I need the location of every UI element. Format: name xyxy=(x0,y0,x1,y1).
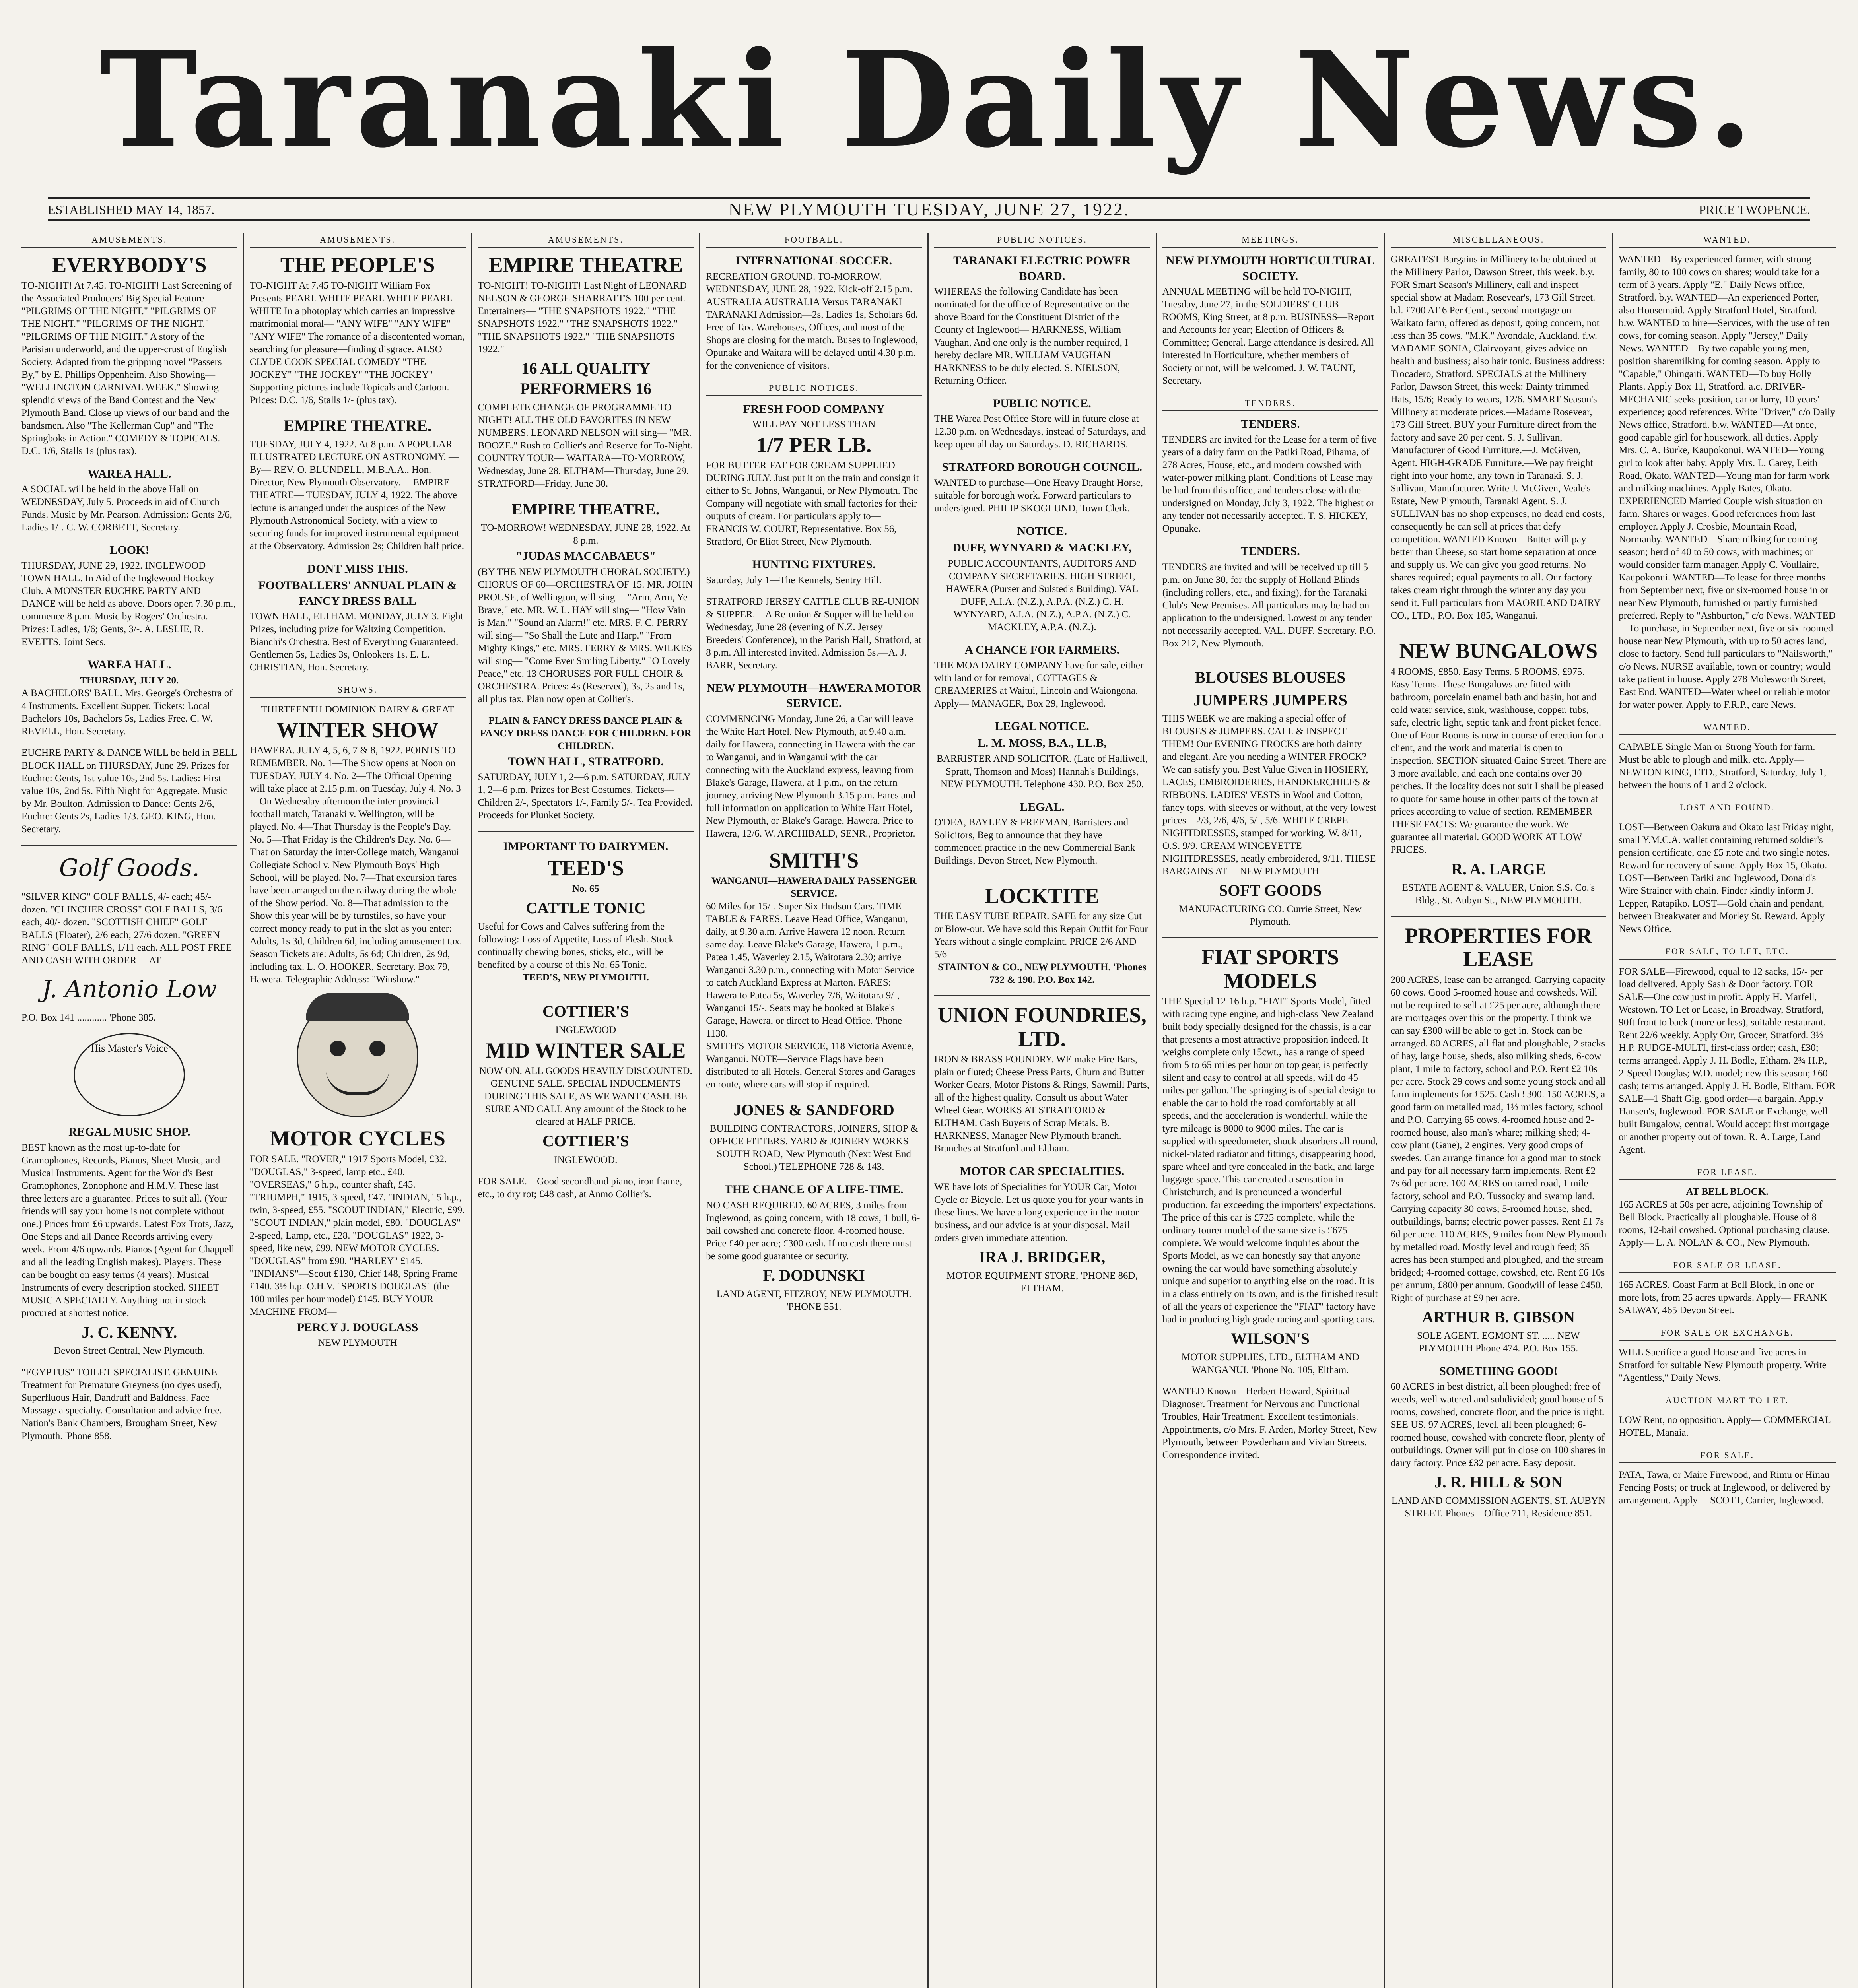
advert-signature: PERCY J. DOUGLASS xyxy=(297,1320,418,1334)
notice-title: STRATFORD BOROUGH COUNCIL. xyxy=(942,460,1143,474)
advert-footballers-ball xyxy=(250,578,466,674)
advert-title: THE PEOPLE'S xyxy=(280,253,435,277)
mouth-shape xyxy=(326,1068,389,1095)
notice-body: TENDERS are invited and will be received up till 5 p.m. on June 30, for the supply of Holland Blinds (including rollers, etc., and fixing), for the Taranaki Club's New Premises. All particulars may be had on application to the undersigned. Lowest or any tender not necessarily accepted. VAL. DUFF, Secretary. P.O. Box 212, New Plymouth. xyxy=(1162,561,1376,649)
advert-body: NO CASH REQUIRED. 60 ACRES, 3 miles from Inglewood, as going concern, with 18 cows, 1 bull, 6-bail cowshed and concrete floor, 4-roomed house. Price £40 per acre; £300 cash. If no cash there must be some good guarantee or security. xyxy=(706,1200,920,1262)
advert-piano-sale xyxy=(478,1175,694,1201)
advert-properties-lease xyxy=(1391,924,1607,1355)
advert-signature: J. C. KENNY. xyxy=(82,1323,177,1341)
advert-date: TO-MORROW! WEDNESDAY, JUNE 28, 1922. At 8 p.m. xyxy=(481,522,691,546)
advert-motor-cycles xyxy=(250,1127,466,1349)
advert-title: BLOUSES BLOUSES xyxy=(1195,668,1346,686)
advert-address: STAINTON & CO., NEW PLYMOUTH. 'Phones 732 & 190. P.O. Box 142. xyxy=(938,962,1147,986)
advert-title: LOCKTITE xyxy=(985,884,1100,908)
advert-jones-sandford xyxy=(706,1100,922,1173)
advert-jersey-club xyxy=(706,596,922,672)
advert-body: "SILVER KING" GOLF BALLS, 4/- each; 45/- dozen. "CLINCHER CROSS" GOLF BALLS, 3/6 each, 40/- dozen. "SCOTTISH CHIEF" GOLF BALLS (Floater), 2/6 each; 27/6 dozen. "GREEN RING" GOLF BALLS, 1/11 each. ALL POST FREE AND CASH WITH ORDER —AT— xyxy=(21,891,232,966)
masthead-title: Taranaki Daily News. xyxy=(99,22,1759,177)
eye-shape xyxy=(330,1041,346,1056)
column-4 xyxy=(700,233,929,1988)
columns xyxy=(16,233,1841,1988)
advert-sale-or-lease xyxy=(1619,1258,1836,1317)
section-heading: FOR LEASE. xyxy=(1619,1165,1836,1180)
advert-address: MOTOR EQUIPMENT STORE, 'PHONE 86D, ELTHAM. xyxy=(946,1270,1138,1294)
advert-winter-show xyxy=(250,703,466,986)
advert-body: THE EASY TUBE REPAIR. SAFE for any size Cut or Blow-out. We have sold this Repair Outfit for Four Years without a single complaint. PRICE 2/6 AND 5/6 xyxy=(934,911,1148,960)
advert-address: MOTOR SUPPLIES, LTD., ELTHAM AND WANGANUI. 'Phone No. 105, Eltham. xyxy=(1181,1352,1359,1376)
firm-name: L. M. MOSS, B.A., LL.B, xyxy=(977,736,1107,750)
his-masters-voice-logo xyxy=(74,1033,185,1116)
notice-farmers xyxy=(934,643,1150,710)
issue-date: NEW PLYMOUTH TUESDAY, JUNE 27, 1922. xyxy=(728,199,1130,219)
advert-price: 1/7 PER LB. xyxy=(756,433,872,457)
notice-title: TENDERS. xyxy=(1240,545,1300,558)
advert-chance-lifetime xyxy=(706,1182,922,1313)
advert-title: NEW PLYMOUTH—HAWERA MOTOR SERVICE. xyxy=(706,681,921,710)
advert-auction-mart xyxy=(1619,1393,1836,1439)
advert-body: TOWN HALL, ELTHAM. MONDAY, JULY 3. Eight Prizes, including prize for Waltzing Competition. Bianchi's Orchestra. Best of Everything Guaranteed. Gentlemen 5s, Ladies 3s, Onlookers 1s. E. L. CHRISTIAN, Hon. Secretary. xyxy=(249,611,463,673)
advert-regal-music xyxy=(21,1124,237,1357)
advert-warea-social xyxy=(21,466,237,534)
advert-body: WILL Sacrifice a good House and five acres in Stratford for suitable New Plymouth property. Write "Agentless," Daily News. xyxy=(1619,1347,1827,1384)
advert-signature: ARTHUR B. GIBSON xyxy=(1422,1308,1575,1326)
advert-subtitle: "JUDAS MACCABAEUS" xyxy=(515,549,656,563)
advert-title: SOMETHING GOOD! xyxy=(1439,1364,1558,1378)
advert-something-good xyxy=(1391,1364,1607,1520)
notice-stratford-council xyxy=(934,460,1150,514)
advert-body: SATURDAY, JULY 1, 2—6 p.m. SATURDAY, JULY 1, 2—6 p.m. Prizes for Best Costumes. Tickets— Children 2/-, Spectators 1/-, Family 5/-. Tea Provided. Proceeds for Plunket Society. xyxy=(478,771,693,821)
advert-signature: COTTIER'S xyxy=(542,1132,629,1150)
notice-tender-lease xyxy=(1162,417,1378,535)
advert-motor-car xyxy=(934,1164,1150,1295)
column-1 xyxy=(16,233,244,1988)
notice-horticultural xyxy=(1162,253,1378,387)
advert-sale-or-exchange xyxy=(1619,1326,1836,1384)
section-heading: LOST AND FOUND. xyxy=(1619,800,1836,815)
advert-body: FOR BUTTER-FAT FOR CREAM SUPPLIED DURING JULY. Just put it on the train and consign it either to St. Johns, Wanganui, or New Plymouth. The Company will negotiate with small factories for their outputs of cream. For particulars apply to— FRANCIS W. COURT, Representative. Box 56, Stratford, Or Eliot Street, New Plymouth. xyxy=(706,460,919,547)
advert-title: REGAL MUSIC SHOP. xyxy=(68,1125,190,1139)
classifieds-body: FOR SALE—Firewood, equal to 12 sacks, 15/- per load delivered. Apply Sash & Door factory. FOR SALE—One cow just in profit. Apply H. Marfell, Westown. TO Let or Lease, in Broadway, Stratford, 90ft front to back (more or less), suitable restaurant. Rent 22/6 weekly. Apply Orr, Grocer, Stratford. 3½ H.P. RUDGE-MULTI, first-class order; cash, £30; terms arranged. Apply J. H. Bodle, Eltham. 2¾ H.P., 2-Speed Douglas; W.D. model; new this season; £60 cash; terms arranged. Apply J. H. Bodle, Eltham. FOR SALE—1 Shaft Gig, good order—a bargain. Apply Hansen's, Inglewood. FOR SALE or Exchange, well built Bungalow, central. Would accept first mortgage or another property out of town. R. A. Large, Land Agent. xyxy=(1619,966,1836,1155)
advert-body: COMPLETE CHANGE OF PROGRAMME TO-NIGHT! ALL THE OLD FAVORITES IN NEW NUMBERS. LEONARD NELSON will sing— "MR. BOOZE." Rush to Collier's and Reserve for To-Night. COUNTRY TOUR— WAITARA—TO-MORROW, Wednesday, June 28. ELTHAM—Thursday, June 29. STRATFORD—Friday, June 30. xyxy=(478,402,693,489)
advert-address: NEW PLYMOUTH xyxy=(318,1338,397,1349)
section-heading: FOR SALE, TO LET, ETC. xyxy=(1619,944,1836,959)
column-5 xyxy=(929,233,1157,1988)
divider xyxy=(934,876,1150,877)
advert-title: TOWN HALL, STRATFORD. xyxy=(507,755,664,768)
advert-title: FIAT SPORTS MODELS xyxy=(1201,945,1339,993)
notice-title: TENDERS. xyxy=(1240,417,1300,431)
advert-title: MOTOR CYCLES xyxy=(270,1126,445,1151)
column-heading: AMUSEMENTS. xyxy=(21,233,237,248)
advert-body: Saturday, July 1—The Kennels, Sentry Hill. xyxy=(706,575,882,586)
advert-peoples xyxy=(250,253,466,406)
advert-warea-ball xyxy=(21,657,237,738)
advert-soccer xyxy=(706,253,922,372)
notice-body: THE MOA DAIRY COMPANY have for sale, either with land or for removal, COTTAGES & CREAMERIES at Waitui, Lincoln and Waiongona. Apply— MANAGER, Box 29, Inglewood. xyxy=(934,660,1144,709)
advert-pretitle: THIRTEENTH DOMINION DAIRY & GREAT xyxy=(261,704,454,715)
notice-body: WHEREAS the following Candidate has been nominated for the office of Representative on the above Board for the Constituent District of the County of Inglewood— HARKNESS, William Vaughan, And one only is the number required, I hereby declare MR. WILLIAM VAUGHAN HARKNESS to be duly elected. S. NIELSON, Returning Officer. xyxy=(934,286,1130,386)
notice-body: O'DEA, BAYLEY & FREEMAN, Barristers and Solicitors, Beg to announce that they have commenced practice in the new Commercial Bank Buildings, Devon Street, New Plymouth. xyxy=(934,817,1135,866)
advert-hunting xyxy=(706,557,922,586)
advert-body: 200 ACRES, lease can be arranged. Carrying capacity 60 cows. Good 5-roomed house and cowsheds. Will not be required to sell at £25 per acre, although there are mortgages over this on the property. I think we can say £300 will be able to get in. Stock can be arranged. 80 ACRES, all flat and ploughable, 2 stacks of hay, large house, sheds, also milking sheds, 6-cow plant, 1 mile to factory, school and P.O. Rent £2 10s per acre. Stock 29 cows and some young stock and all farm implements for £525. Cash £300. 150 ACRES, a good farm on metalled road, 1½ miles factory, school and P.O. Carrying 65 cows. 4-roomed house and 2-roomed house, also man's whare; milking shed; 4-cow plant (Gane), 2 engines. Very good crops of swedes. Can arrange finance for a good man to stock and pay for all necessary farm implements. Rent £2 7s 6d per acre. 100 ACRES on tarred road, 1 mile factory, school and P.O. Tussocky and swamp land. Carrying capacity 30 cows; 5-roomed house, shed, outbuildings, barns; electric power passes. Rent £1 7s 6d per acre. 110 ACRES, 9 miles from New Plymouth by metalled road. Mostly level and rough feed; 35 acres has been stumped and ploughed, and the stream bridged; 4-roomed cottage, cowshed, etc. Rent £6 10s per annum, £800 per annum. Goodwill of lease £450. Right of purchase at £9 per acre. xyxy=(1390,974,1607,1303)
notice-body: WANTED to purchase—One Heavy Draught Horse, suitable for borough work. Forward particulars to undersigned. PHILIP SKOGLUND, Town Clerk. xyxy=(934,477,1143,514)
column-heading: MISCELLANEOUS. xyxy=(1391,233,1607,248)
advert-signature: R. A. LARGE xyxy=(1451,860,1546,878)
advert-title: JONES & SANDFORD xyxy=(733,1101,894,1119)
advert-subtitle: WILL PAY NOT LESS THAN xyxy=(752,419,876,430)
advert-body: STRATFORD JERSEY CATTLE CLUB RE-UNION & SUPPER.—A Re-union & Supper will be held on Wednesday, June 28 (evening of N.Z. Jersey Breeders' Conference), in the Parish Hall, Stratford, at 8 p.m. All interested invited. Admission 5s.—A. J. BARR, Secretary. xyxy=(706,596,922,671)
classifieds-body: WANTED—By experienced farmer, with strong family, 80 to 100 cows on shares; would take for a term of 3 years. Apply "E," Daily News office, Stratford. b.y. WANTED—An experienced Porter, also Housemaid. Apply Stratford Hotel, Stratford. b.w. WANTED to hire—Services, with the use of ten cows, for coming season. Apply "Jersey," Daily News. WANTED—By two capable young men, position sharemilking for coming season. Apply to "Capable," Ohingaiti. WANTED—To buy Holly Plants. Apply Box 11, Stratford. a.c. DRIVER-MECHANIC seeks position, car or lorry, 10 years' experience; good references. Write "Driver," c/o Daily News office, Stratford. b.w. WANTED—At once, good capable girl for housework, all duties. Apply Mrs. C. A. Burke, Kaupokonui. WANTED—Young girl to look after baby. Apply Mrs. L. Carey, Leith Road, Okato. WANTED—Young man for farm work and milking machines. Apply Bates, Okato. EXPERIENCED Married Couple wish situation on farm. Shares or wages. Good references from last employer. Apply J. Crosbie, Mountain Road, Normanby. WANTED—Sharemilking for coming season; herd of 40 to 50 cows, with machines; or would consider farm manager. Apply C. Voullaire, Kaupokonui. WANTED—To lease for three months from September next, five or six-roomed house in or near New Plymouth, furnished or partly furnished preferred. Reply to "Ashburton," c/o News. WANTED—To purchase, in September next, five or six-roomed house near New Plymouth, with up to 50 acres land, close to factory. Send full particulars to "Nailsworth," c/o News. NURSE available, town or country; would take patient in house. Apply 278 Molesworth Street, East End. WANTED—Water wheel or reliable motor for water power. Apply to F.R.P., care News. xyxy=(1619,254,1836,711)
advert-fiat xyxy=(1162,945,1378,1376)
advert-body: A SOCIAL will be held in the above Hall on WEDNESDAY, July 5. Proceeds in aid of Church Funds. Music by Mr. Pearson. Admission: Gents 2/6, Ladies 1/-. C. W. CORBETT, Secretary. xyxy=(21,483,232,533)
advert-body: TO-NIGHT At 7.45 TO-NIGHT William Fox Presents PEARL WHITE PEARL WHITE PEARL WHITE In a photoplay which carries an impressive matrimonial moral— "ANY WIFE" "ANY WIFE" "ANY WIFE" The romance of a discontented woman, searching for pleasure—finding disgrace. ALSO CLYDE COOK SPECIAL COMEDY "THE JOCKEY" "THE JOCKEY" "THE JOCKEY" Supporting pictures include Topicals and Cartoon. Prices: D.C. 1/6, Stalls 1/- (plus tax). xyxy=(249,280,465,406)
dateline-bar xyxy=(48,197,1810,221)
advert-title: SMITH'S xyxy=(769,848,859,872)
classifieds-lost-found xyxy=(1619,800,1836,936)
advert-title: HUNTING FIXTURES. xyxy=(752,558,876,571)
established-date: ESTABLISHED MAY 14, 1857. xyxy=(48,202,215,217)
column-7 xyxy=(1385,233,1613,1988)
notice-title: A CHANCE FOR FARMERS. xyxy=(964,643,1120,656)
advert-title: FOOTBALLERS' ANNUAL PLAIN & FANCY DRESS BALL xyxy=(258,579,457,608)
advert-number: No. 65 xyxy=(572,883,599,894)
advert-subtitle: 16 ALL QUALITY PERFORMERS 16 xyxy=(520,359,651,398)
column-8 xyxy=(1613,233,1841,1988)
section-heading: PUBLIC NOTICES. xyxy=(706,381,922,396)
logo-text: His Master's Voice xyxy=(91,1043,168,1054)
advert-signature: IRA J. BRIDGER, xyxy=(979,1248,1106,1266)
notice-legal-moss xyxy=(934,719,1150,791)
section-heading: TENDERS. xyxy=(1162,396,1378,411)
advert-address: TEED'S, NEW PLYMOUTH. xyxy=(522,972,649,983)
column-heading: WANTED. xyxy=(1619,233,1836,248)
notice-power-board xyxy=(934,253,1150,387)
advert-body: EUCHRE PARTY & DANCE WILL be held in BELL BLOCK HALL on THURSDAY, June 29. Prizes for Euchre: Gents, 1st value 10s, 2nd 5s. Ladies: First value 10s, 2nd 5s. Fifth Night for Aggregate. Music by Mr. Boulton. Admission to Dance: Gents 2/6, Euchre: Gents 2s, Ladies 1/3. GEO. KING, Hon. Secretary. xyxy=(21,747,237,835)
column-6 xyxy=(1157,233,1385,1988)
advert-locktite xyxy=(934,884,1150,986)
advert-childrens-dance xyxy=(478,714,694,822)
advert-body: COMMENCING Monday, June 26, a Car will leave the White Hart Hotel, New Plymouth, at 9.40 a.m. daily for Hawera, connecting in Hawera with the car to Wanganui, and in Wanganui with the car connecting with the Auckland express, leaving from Blake's Garage, Hawera, at 1 p.m., on the return journey, arriving New Plymouth 3.15 p.m. Fares and full information on application to White Hart Hotel, New Plymouth, or Blake's Garage, Hawera. Price to Hawera, 12/6. W. ARCHIBALD, SENR., Proprietor. xyxy=(706,713,916,839)
section-heading: FOR SALE OR LEASE. xyxy=(1619,1258,1836,1273)
advert-body: PATA, Tawa, or Maire Firewood, and Rimu or Hinau Fencing Posts; or truck at Inglewood, or delivered by arrangement. Apply— SCOTT, Carrier, Inglewood. xyxy=(1619,1470,1831,1506)
divider xyxy=(934,995,1150,996)
advert-title: NEW BUNGALOWS xyxy=(1399,639,1598,663)
classifieds-miscellaneous xyxy=(1391,253,1607,622)
divider xyxy=(478,993,694,994)
section-label: DONT MISS THIS. xyxy=(307,562,408,575)
advert-subtitle: PLAIN & FANCY DRESS DANCE PLAIN & FANCY DRESS DANCE FOR CHILDREN. FOR CHILDREN. xyxy=(480,715,692,751)
divider xyxy=(478,831,694,832)
eye-shape xyxy=(369,1041,385,1056)
laughing-face-illustration xyxy=(297,996,418,1117)
advert-hawera-motor xyxy=(706,681,922,840)
advert-body: RECREATION GROUND. TO-MORROW. WEDNESDAY, JUNE 28, 1922. Kick-off 2.15 p.m. AUSTRALIA AUSTRALIA Versus TARANAKI TARANAKI Admission—2s, Ladies 1s, Scholars 6d. Free of Tax. Warehouses, Offices, and most of the Shops are closing for the match. Buses to Inglewood, Opunake and Waitara will be delayed until 4.30 p.m. for the convenience of visitors. xyxy=(706,271,918,371)
notice-duff-wynyard xyxy=(934,524,1150,634)
advert-pretitle: IMPORTANT TO DAIRYMEN. xyxy=(503,839,669,853)
advert-title: WAREA HALL. xyxy=(87,658,171,672)
advert-address: ESTATE AGENT & VALUER, Union S.S. Co.'s Bldg., St. Aubyn St., NEW PLYMOUTH. xyxy=(1402,882,1595,906)
column-heading: AMUSEMENTS. xyxy=(250,233,466,248)
advert-smiths-service xyxy=(706,849,922,1091)
advert-address: Devon Street Central, New Plymouth. xyxy=(54,1345,205,1356)
divider xyxy=(1162,937,1378,938)
advert-subtitle: WANGANUI—HAWERA DAILY PASSENGER SERVICE. xyxy=(711,876,917,899)
advert-subtitle: CATTLE TONIC xyxy=(526,899,646,917)
divider xyxy=(1162,659,1378,660)
column-heading: MEETINGS. xyxy=(1162,233,1378,248)
advert-blouses xyxy=(1162,667,1378,929)
divider xyxy=(1391,916,1607,917)
column-2 xyxy=(244,233,472,1988)
advert-empire-snapshots xyxy=(478,253,694,490)
advert-body: WE have lots of Specialities for YOUR Car, Motor Cycle or Bicycle. Let us quote you for your wants in these lines. We have a long experience in the motor business, and our advice is at your disposal. Mail orders given immediate attention. xyxy=(934,1181,1143,1243)
advert-union-foundries xyxy=(934,1004,1150,1155)
advert-body: "EGYPTUS" TOILET SPECIALIST. GENUINE Treatment for Premature Greyness (no dyes used), Superfluous Hair, Dandruff and Baldness. Face Massage a specialty. Consultation and advice free. Nation's Bank Chambers, Brougham Street, New Plymouth. 'Phone 858. xyxy=(21,1367,222,1441)
section-heading: FOR SALE OR EXCHANGE. xyxy=(1619,1326,1836,1341)
advert-body: 60 ACRES in best district, all been ploughed; free of weeds, well watered and subdivided; good house of 5 rooms, cowshed, concrete floor, and the price is right. SEE US. 97 ACRES, level, all been ploughed; 6-roomed house, cowshed with concrete floor, plenty of outbuildings. Owner will put in close on 100 shares in dairy factory. Price £32 per acre. Easy deposit. xyxy=(1390,1381,1606,1469)
advert-title: MOTOR CAR SPECIALITIES. xyxy=(960,1165,1125,1178)
notice-title: PUBLIC NOTICE. xyxy=(993,396,1091,410)
advert-title: Golf Goods. xyxy=(59,854,200,882)
advert-body: NOW ON. ALL GOODS HEAVILY DISCOUNTED. GENUINE SALE. SPECIAL INDUCEMENTS DURING THIS SALE, AS WE WANT CASH. BE SURE AND CALL Any amount of the Stock to be cleared at HALF PRICE. xyxy=(479,1066,692,1128)
advert-signature: F. DODUNSKI xyxy=(763,1266,865,1284)
advert-title: WINTER SHOW xyxy=(276,718,439,742)
advert-address: LAND AND COMMISSION AGENTS, ST. AUBYN STREET. Phones—Office 711, Residence 851. xyxy=(1391,1495,1605,1519)
advert-title: TEED'S xyxy=(547,856,624,880)
advert-title: EMPIRE THEATRE xyxy=(488,253,683,277)
advert-everybodys xyxy=(21,253,237,457)
classifieds-wanted xyxy=(1619,253,1836,711)
firm-name: DUFF, WYNYARD & MACKLEY, xyxy=(952,541,1132,555)
advert-body: FOR SALE. "ROVER," 1917 Sports Model, £32. "DOUGLAS," 3-speed, lamp etc., £40. "OVERSEAS," 6 h.p., counter shaft, £45. "TRIUMPH," 1915, 3-speed, £47. "INDIAN," 5 h.p., twin, 3-speed, £55. "SCOUT INDIAN," Electric, £99. "SCOUT INDIAN," plain model, £80. "DOUGLAS" 2-speed, Lamp, etc., £28. "DOUGLAS" 1922, 3-speed, like new, £99. NEW MOTOR CYCLES. "DOUGLAS" from £90. "HARLEY" £145. "INDIANS"—Scout £130, Chief 148, Spring Frame £140. 3½ h.p. O.H.V. "SPORTS DOUGLAS" (the 100 miles per hour model) £145. BUY YOUR MACHINE FROM— xyxy=(249,1153,465,1317)
column-3 xyxy=(472,233,701,1988)
advert-herbert-howard xyxy=(1162,1385,1378,1462)
advert-bell-block-lease xyxy=(1619,1165,1836,1249)
advert-title: FRESH FOOD COMPANY xyxy=(743,402,885,415)
advert-body: CAPABLE Single Man or Strong Youth for farm. Must be able to plough and milk, etc. Apply— NEWTON KING, LTD., Stratford, Saturday, July 1, between the hours of 1 and 2 o'clock. xyxy=(1619,742,1827,791)
advert-body: A BACHELORS' BALL. Mrs. George's Orchestra of 4 Instruments. Excellent Supper. Tickets: Local Bachelors 10s, Bachelors 5s, Ladies Free. C. W. REVELL, Hon. Secretary. xyxy=(21,687,233,737)
classifieds-body: LOST—Between Oakura and Okato last Friday night, small Y.M.C.A. wallet containing returned soldier's pension certificate, one £5 note and two single notes. Reward for recovery of same. Apply Box 15, Okato. LOST—Between Tariki and Inglewood, Donald's Wire Strainer with chain. Finder kindly inform J. Lepper, Ratapiko. LOST—Gold chain and pendant, between Breakwater and Morley St. Reward. Apply News Office. xyxy=(1619,822,1834,935)
advert-body: BEST known as the most up-to-date for Gramophones, Records, Pianos, Sheet Music, and Musical Instruments. Agent for the World's Best Gramophones, Zonophone and H.M.V. These last three letters are a guarantee. Prices to suit all. (Your friends will say your home is not complete without one.) Prices from £6 upwards. Latest Fox Trots, Jazz, One Steps and all Dance Records arriving every week. From 4/6 upwards. Pianos (Agent for Chappell and all the leading English makes). Players. These can be bought on easy terms (4 years). Musical Instruments of every description stocked. SHEET MUSIC A SPECIALTY. Anything not in stock procured at shortest notice. xyxy=(21,1142,235,1318)
advert-body: 165 ACRES, Coast Farm at Bell Block, in one or more lots, from 25 acres upwards. Apply— FRANK SALWAY, 465 Devon Street. xyxy=(1619,1279,1827,1316)
advert-title: EVERYBODY'S xyxy=(52,253,207,277)
advert-body: Useful for Cows and Calves suffering from the following: Loss of Appetite, Loss of Flesh. Stock continually chewing bones, sticks, etc., will be benefited by a course of this No. 65 Tonic. xyxy=(478,921,674,970)
advert-body: 4 ROOMS, £850. Easy Terms. 5 ROOMS, £975. Easy Terms. These Bungalows are fitted with bathroom, porcelain enamel bath and basin, hot and cold water service, sink, washhouse, copper, tubs, safe, electric light, septic tank and front picket fence. One of Four Rooms is now in course of erection for a client, and the work and material is open to inspection. SECTION situated Gaine Street. There are 3 more available, and each one contains over 30 perches. If the locality does not suit I shall be pleased to quote for same house in other parts of the town at prices according to value of section. REMEMBER THESE FACTS: We guarantee the work. We guarantee all material. GOOD WORK AT LOW PRICES. xyxy=(1390,666,1606,855)
advert-firewood xyxy=(1619,1448,1836,1507)
advert-body: IRON & BRASS FOUNDRY. WE make Fire Bars, plain or fluted; Cheese Press Parts, Churn and Butter Worker Gears, Motor Pistons & Rings, Sawmill Parts, all of the highest quality. Consult us about Water Wheel Gear. WORKS AT STRATFORD & ELTHAM. Cash Buyers of Scrap Metals. B. HARKNESS, Manager New Plymouth branch. Branches at Stratford and Eltham. xyxy=(934,1054,1150,1154)
notice-title: NEW PLYMOUTH HORTICULTURAL SOCIETY. xyxy=(1166,254,1375,283)
classifieds-body: GREATEST Bargains in Millinery to be obtained at the Millinery Parlor, Dawson Street, this week. b.y. FOR Smart Season's Millinery, call and inspect special show at Madam Rosevear's, 173 Gill Street. b.l. £700 AT 6 Per Cent., second mortgage on Waikato farm, offered as deposit, going concern, not less than 35 cows. "M.K." Avondale, Auckland. f.w. MADAME SONIA, Clairvoyant, gives advice on health and business; also hair tonic. Business address: Trocadero, Stratford. SPECIALS at the Millinery Parlor, Dawson Street, this week: Dainty trimmed Hats, 15/6; Ready-to-wears, 12/6. SMART Season's Millinery at moderate prices.—Madame Rosevear, 173 Gill Street. BUY your Furniture direct from the factory and save 20 per cent. S. J. Sullivan, Manufacturer of Good Furniture.—J. McGiven, Agent. HIGH-GRADE Furniture.—We pay freight right into your home, any town in Taranaki. S. J. Sullivan, Manufacturer. Write J. McGiven, Veale's Estate, New Plymouth, Taranaki Agent. S. J. SULLIVAN has no shop expenses, no dead end costs, consequently he can sell at prices that defy competition. WANTED Known—Butter will pay better than Cheese, so start home separation at once and supply us. We can give you good returns. No shares required; equal payments to all. Our factory takes cream right through the winter any day you send it. Full particulars from MAORILAND DAIRY CO., LTD., P.O. Box 185, Wanganui. xyxy=(1390,254,1605,621)
notice-body: BARRISTER AND SOLICITOR. (Late of Halliwell, Spratt, Thomson and Moss) Hannah's Buildings, NEW PLYMOUTH. Telephone 430. P.O. Box 250. xyxy=(937,753,1148,790)
advert-title-2: JUMPERS JUMPERS xyxy=(1193,691,1348,709)
advert-judas-maccabaeus xyxy=(478,499,694,706)
advert-headline: MID WINTER SALE xyxy=(486,1039,686,1063)
advert-look-euchre xyxy=(21,543,237,648)
advert-address: INGLEWOOD. xyxy=(554,1154,618,1165)
notice-legal-odea xyxy=(934,800,1150,867)
advert-address: LAND AGENT, FITZROY, NEW PLYMOUTH. 'PHONE 551. xyxy=(716,1288,912,1312)
advert-title: EMPIRE THEATRE. xyxy=(511,500,660,518)
advert-body: HAWERA. JULY 4, 5, 6, 7 & 8, 1922. POINTS TO REMEMBER. No. 1—The Show opens at Noon on TUESDAY, JULY 4. No. 2—The Official Opening will take place at 2.15 p.m. on Tuesday, July 4. No. 3—On Wednesday afternoon the inter-provincial football match, Taranaki v. Wellington, will be played. No. 4—That Thursday is the People's Day. No. 5—That Friday is the Children's Day. No. 6—That on Saturday the inter-College match, Wanganui Collegiate School v. New Plymouth Boys' High School, will be played. No. 7—That excursion fares have been arranged on the railway during the whole of the Show period. No. 8—That admission to the Show this year will be by turnstiles, so have your correct money ready to put in the slot as you enter: Adults, 1s 3d, Children 6d, including amusement tax. Season Tickets are: Adults, 5s 6d; Children, 2s 9d, including tax. L. O. HOOKER, Secretary. Box 79, Hawera. Telegraphic Address: "Winshow." xyxy=(249,745,462,985)
advert-signature: SOFT GOODS xyxy=(1219,881,1322,900)
advert-body: WANTED Known—Herbert Howard, Spiritual Diagnoser. Treatment for Nervous and Functional Troubles, Hair Treatment. Excellent testimonials. Appointments, c/o Mrs. F. Arden, Morley Street, New Plymouth, between Powderham and Vivian Streets. Correspondence invited. xyxy=(1162,1386,1377,1461)
advert-subtitle: AT BELL BLOCK. xyxy=(1686,1186,1769,1197)
advert-title: COTTIER'S xyxy=(542,1002,629,1020)
notice-title: NOTICE. xyxy=(1017,524,1067,538)
advert-body: THE Special 12-16 h.p. "FIAT" Sports Model, fitted with racing type engine, and high-class New Zealand built body specially designed for the chassis, is a car that presents a most attractive proposition indeed. It weighs complete only 15cwt., has a range of speed from 5 to 65 miles per hour on top gear, is perfectly silent and easy to control at all speeds, will do 45 miles per gallon. The springing is of special design to enable the car to hold the road comfortably at all speeds, and the acceleration is wonderful, while the tyre mileage is 8000 to 9000 miles. The car is supplied with speedometer, shock absorbers all round, nickel-plated radiator and fittings, disappearing hood, spare wheel and tyre concealed in the back, and large luggage space. This car created a sensation in Christchurch, and is pronounced a wonderful production, far exceeding the importers' expectations. The price of this car is £725 complete, while the ordinary tourer model of the same size is £675 complete. We would welcome inquiries about the Sports Model, as we can honestly say that anyone owning the car would have something absolutely unique and superior to anything else on the road. It is in a class entirely on its own, and is the finished result of all the years of experience the "FIAT" factory have had in producing high grade racing and sporting cars. xyxy=(1162,996,1378,1325)
advert-body: (BY THE NEW PLYMOUTH CHORAL SOCIETY.) CHORUS OF 60—ORCHESTRA OF 15. MR. JOHN PROUSE, of Wellington, will sing— "Arm, Arm, Ye Brave," etc. MR. W. L. HAY will sing— "How Vain is Man." "Sound an Alarm!" etc. MRS. F. C. PERRY will sing— "So Shall the Lute and Harp." "From Mighty Kings," etc. MRS. FERRY & MRS. WILKES will sing— "Come Ever Smiling Liberty." "O Lovely Peace," etc. 13 CHORUSES FOR FULL CHOIR & ORCHESTRA. Prices: 4s (Reserved), 3s, 2s and 1s, all plus tax. Plan now open at Collier's. xyxy=(478,566,693,705)
advert-body-2: SMITH'S MOTOR SERVICE, 118 Victoria Avenue, Wanganui. NOTE—Service Flags have been distributed to all Hotels, General Stores and Garages en route, where cars will stop if required. xyxy=(706,1041,915,1090)
advert-golf-goods xyxy=(21,853,237,1025)
notice-title: LEGAL. xyxy=(1020,800,1065,813)
advert-title: THE CHANCE OF A LIFE-TIME. xyxy=(724,1183,904,1196)
advert-body: 165 ACRES at 50s per acre, adjoining Township of Bell Block. Practically all ploughable. House of 8 rooms, 12-bail cowshed. Optional purchasing clause. Apply— L. A. NOLAN & CO., New Plymouth. xyxy=(1619,1199,1830,1248)
advert-address: P.O. Box 141 ............ 'Phone 385. xyxy=(21,1012,156,1023)
advert-signature: WILSON'S xyxy=(1231,1330,1310,1348)
notice-warea-store xyxy=(934,396,1150,451)
notice-tender-blinds xyxy=(1162,544,1378,650)
advert-title: UNION FOUNDRIES, LTD. xyxy=(937,1003,1147,1051)
section-heading: AUCTION MART TO LET. xyxy=(1619,1393,1836,1408)
section-heading: WANTED. xyxy=(1619,720,1836,735)
signature: J. Antonio Low xyxy=(42,975,217,1003)
advert-title: LOOK! xyxy=(109,543,150,557)
advert-body: FOR SALE.—Good secondhand piano, iron frame, etc., to dry rot; £48 cash, at Anmo Collier's. xyxy=(478,1176,682,1200)
advert-title: WAREA HALL. xyxy=(87,467,171,480)
notice-body: THE Warea Post Office Store will in future close at 12.30 p.m. on Wednesdays, instead of Saturdays, and keep open all day on Saturdays. D. RICHARDS. xyxy=(934,414,1146,450)
advert-body: THURSDAY, JUNE 29, 1922. INGLEWOOD TOWN HALL. In Aid of the Inglewood Hockey Club. A MONSTER EUCHRE PARTY AND DANCE will be held as above. Doors open 7.30 p.m., commence 8 p.m. Music by Rogers' Orchestra. Prizes: Ladies, 1/6; Gents, 3/-. A. LESLIE, R. EVETTS, Joint Secs. xyxy=(21,560,236,648)
advert-address: MANUFACTURING CO. Currie Street, New Plymouth. xyxy=(1179,904,1362,928)
advert-signature: J. R. HILL & SON xyxy=(1434,1473,1563,1491)
advert-cottiers-sale xyxy=(478,1001,694,1167)
section-heading: SHOWS. xyxy=(250,683,466,698)
advert-title: PROPERTIES FOR LEASE xyxy=(1405,923,1592,971)
advert-body: THIS WEEK we are making a special offer of BLOUSES & JUMPERS. CALL & INSPECT THEM! Our EVENING FROCKS are both dainty and elegant. Are you needing a WINTER FROCK? We can satisfy you. Best Value Given in HOSIERY, LACES, EMBROIDERIES, HANDKERCHIEFS & RIBBONS. LADIES' VESTS in Wool and Cotton, fancy tops, with sleeves or without, at the very lowest prices—2/3, 2/6, 4/6, 5/-, 5/6. WHITE CREPE NIGHTDRESSES, stamped for working. W. 8/11, O.S. 9/9. CREAM WINCEYETTE NIGHTDRESSES, neatly embroidered, 9/11. THESE BARGAINS AT— NEW PLYMOUTH xyxy=(1162,713,1376,877)
advert-title: EMPIRE THEATRE. xyxy=(284,416,432,435)
notice-title: LEGAL NOTICE. xyxy=(995,719,1089,733)
advert-body: TO-NIGHT! TO-NIGHT! Last Night of LEONARD NELSON & GEORGE SHARRATT'S 100 per cent. Entertainers— "THE SNAPSHOTS 1922." "THE SNAPSHOTS 1922." "THE SNAPSHOTS 1922." "THE SNAPSHOTS 1922." "THE SNAPSHOTS 1922." xyxy=(478,280,687,355)
cap-shape xyxy=(306,993,409,1021)
advert-title: INTERNATIONAL SOCCER. xyxy=(736,254,892,268)
notice-body: PUBLIC ACCOUNTANTS, AUDITORS AND COMPANY SECRETARIES. HIGH STREET, HAWERA (Purser and Sulsted's Building). VAL DUFF, A.I.A. (N.Z.), A.P.A. (N.Z.) C. H. WYNYARD, A.I.A. (N.Z.), A.P.A. (N.Z.) C. MACKLEY, A.P.A. (N.Z.). xyxy=(946,558,1139,633)
divider xyxy=(1391,631,1607,632)
section-heading: FOR SALE. xyxy=(1619,1448,1836,1463)
notice-body: ANNUAL MEETING will be held TO-NIGHT, Tuesday, June 27, in the SOLDIERS' CLUB ROOMS, King Street, at 8 p.m. BUSINESS—Report and Accounts for year; Election of Officers & Committee; General. Large attendance is desired. All interested in Horticulture, whether members of Society or not, will be welcomed. J. W. TAUNT, Secretary. xyxy=(1162,286,1375,386)
divider xyxy=(21,845,237,846)
advert-subtitle: INGLEWOOD xyxy=(555,1025,616,1036)
advert-date: THURSDAY, JULY 20. xyxy=(80,675,179,686)
advert-body: LOW Rent, no opposition. Apply— COMMERCIAL HOTEL, Manaia. xyxy=(1619,1415,1831,1439)
advert-body: TO-NIGHT! At 7.45. TO-NIGHT! Last Screening of the Associated Producers' Big Special Feature "PILGRIMS OF THE NIGHT." "PILGRIMS OF THE NIGHT." "PILGRIMS OF THE NIGHT." "PILGRIMS OF THE NIGHT." A story of the Parisian underworld, and the upper-crust of English Society. Adapted from the gripping novel "Passers By," by E. Phillips Oppenheim. Also Showing— "WELLINGTON CARNIVAL WEEK." Showing splendid views of the Band Contest and the New Plymouth Band. Close up views of our band and the bandsmen. Also "The Kellerman Cup" and "The Springboks in Action." COMEDY & TOPICALS. D.C. 1/6, Stalls 1s (plus tax). xyxy=(21,280,232,456)
advert-body: BUILDING CONTRACTORS, JOINERS, SHOP & OFFICE FITTERS. YARD & JOINERY WORKS— SOUTH ROAD, New Plymouth (Next West End School.) TELEPHONE 728 & 143. xyxy=(709,1123,919,1173)
advert-teeds-tonic xyxy=(478,839,694,984)
advert-body: 60 Miles for 15/-. Super-Six Hudson Cars. TIME-TABLE & FARES. Leave Head Office, Wanganui, daily, at 9.30 a.m. Arrive Hawera 12 noon. Return same day. Leave Blake's Garage, Hawera, 1 p.m., Patea 1.45, Waverley 2.15, Waitotara 2.30; arrive Wanganui 3.30 p.m., connecting with Motor Service to catch Auckland Express at Marton. FARES: Hawera to Patea 5s, Waverley 7/6, Waitotara 9/-, Wanganui 15/-. Seats may be booked at Blake's Garage, Hawera, or direct to Head Office. 'Phone 1130. xyxy=(706,901,915,1039)
notice-title: TARANAKI ELECTRIC POWER BOARD. xyxy=(953,254,1131,283)
advert-egyptus xyxy=(21,1366,237,1442)
notice-body: TENDERS are invited for the Lease for a term of five years of a dairy farm on the Patiki Road, Pihama, of 278 Acres, House, etc., and modern cowshed with water-power milking plant. Conditions of Lease may be had from this office, and tenders close with the undersigned on Monday, July 3, 1922. The highest or any tender not necessarily accepted. T. S. HICKEY, Opunake. xyxy=(1162,434,1377,534)
advert-bell-block-euchre xyxy=(21,747,237,836)
column-heading: PUBLIC NOTICES. xyxy=(934,233,1150,248)
advert-address: SOLE AGENT. EGMONT ST. ..... NEW PLYMOUTH Phone 474. P.O. Box 155. xyxy=(1417,1330,1580,1354)
advert-empire-lecture xyxy=(250,415,466,553)
advert-wanted-farmhand xyxy=(1619,720,1836,792)
classifieds-for-sale xyxy=(1619,944,1836,1156)
advert-bungalows xyxy=(1391,639,1607,907)
column-heading: AMUSEMENTS. xyxy=(478,233,694,248)
advert-fresh-food xyxy=(706,402,922,549)
column-heading: FOOTBALL. xyxy=(706,233,922,248)
advert-body: TUESDAY, JULY 4, 1922. At 8 p.m. A POPULAR ILLUSTRATED LECTURE ON ASTRONOMY. —By— REV. O. BLUNDELL, M.B.A.A., Hon. Director, New Plymouth Observatory. —EMPIRE THEATRE— TUESDAY, JULY 4, 1922. The above lecture is arranged under the auspices of the New Plymouth Astronomical Society, with a view to securing funds for improved instrumental equipment at the Observatory. Admission 2s; Children half price. xyxy=(249,439,464,551)
issue-price: PRICE TWOPENCE. xyxy=(1699,202,1810,217)
